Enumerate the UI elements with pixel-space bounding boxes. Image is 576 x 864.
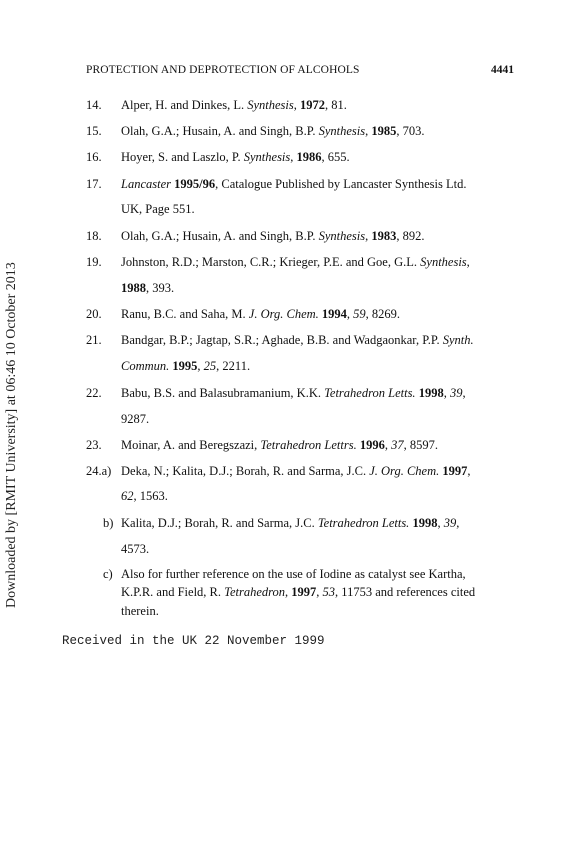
received-date: Received in the UK 22 November 1999 — [62, 634, 325, 648]
reference-number: 22. — [86, 386, 102, 400]
reference-text: Kalita, D.J.; Borah, R. and Sarma, J.C. Tetrahedron Letts. 1998, 39, — [121, 516, 460, 530]
reference-text: Lancaster 1995/96, Catalogue Published by Lancaster Synthesis Ltd. — [121, 177, 467, 191]
reference-text: Ranu, B.C. and Saha, M. J. Org. Chem. 1994, 59, 8269. — [121, 307, 401, 321]
reference-text: Moinar, A. and Beregszazi, Tetrahedron Lettrs. 1996, 37, 8597. — [121, 438, 438, 452]
reference-text: Also for further reference on the use of Iodine as catalyst see Kartha, — [121, 567, 466, 581]
page-number: 4441 — [491, 64, 514, 76]
reference-text: Babu, B.S. and Balasubramanium, K.K. Tetrahedron Letts. 1998, 39, — [121, 386, 466, 400]
reference-text: Deka, N.; Kalita, D.J.; Borah, R. and Sarma, J.C. J. Org. Chem. 1997, — [121, 464, 471, 478]
reference-number: 15. — [86, 124, 102, 138]
reference-number: 23. — [86, 438, 102, 452]
download-watermark-text: Downloaded by [RMIT University] at 06:46 10 October 2013 — [4, 262, 19, 608]
reference-number: 17. — [86, 177, 102, 191]
reference-number: 18. — [86, 229, 102, 243]
reference-text: Olah, G.A.; Husain, A. and Singh, B.P. Synthesis, 1983, 892. — [121, 229, 425, 243]
reference-text: Hoyer, S. and Laszlo, P. Synthesis, 1986, 655. — [121, 150, 350, 164]
reference-number: 21. — [86, 333, 102, 347]
reference-number: b) — [103, 516, 114, 530]
reference-text: Bandgar, B.P.; Jagtap, S.R.; Aghade, B.B. and Wadgaonkar, P.P. Synth. — [121, 333, 474, 347]
reference-number: 24.a) — [86, 464, 112, 478]
reference-text: Johnston, R.D.; Marston, C.R.; Krieger, P.E. and Goe, G.L. Synthesis, — [121, 255, 470, 269]
reference-number: 14. — [86, 98, 102, 112]
reference-number: 19. — [86, 255, 102, 269]
reference-number: 20. — [86, 307, 102, 321]
reference-text: Olah, G.A.; Husain, A. and Singh, B.P. Synthesis, 1985, 703. — [121, 124, 425, 138]
reference-number: c) — [103, 567, 113, 581]
reference-number: 16. — [86, 150, 102, 164]
running-title: PROTECTION AND DEPROTECTION OF ALCOHOLS — [86, 64, 360, 76]
reference-text: Alper, H. and Dinkes, L. Synthesis, 1972, 81. — [121, 98, 347, 112]
